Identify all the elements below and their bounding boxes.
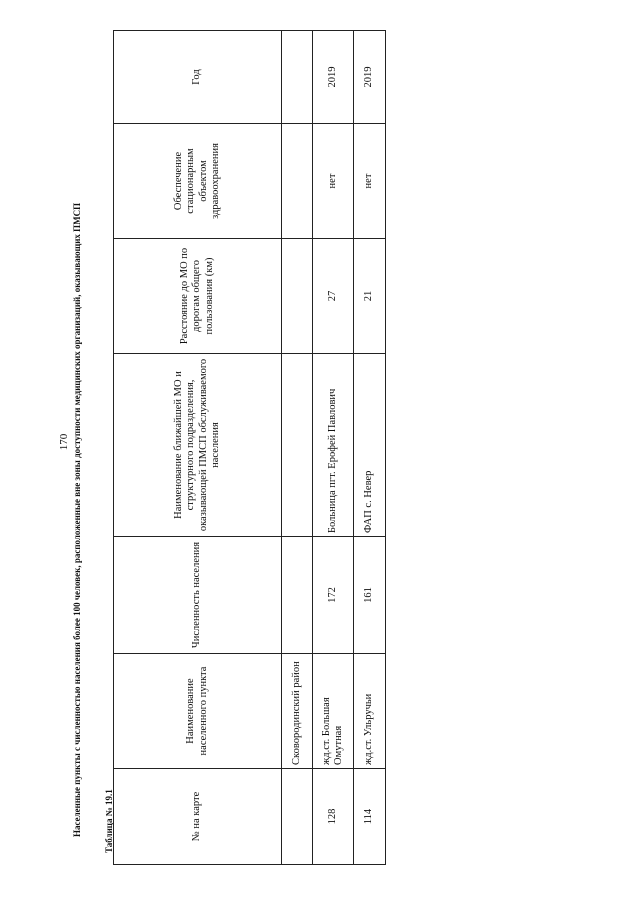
table-label: Таблица № 19.1 — [104, 789, 114, 853]
population-cell: 161 — [354, 537, 386, 654]
district-name: Сковородинский район — [282, 654, 313, 769]
year-cell: 2019 — [313, 31, 354, 124]
stationary-cell: нет — [313, 124, 354, 239]
header-settlement: Наименование населенного пункта — [114, 654, 282, 769]
table-cell — [282, 769, 313, 865]
population-cell: 172 — [313, 537, 354, 654]
map-number-cell: 128 — [313, 769, 354, 865]
document-title: Населенные пункты с численностью населения более 100 человек, расположенные вне зоны доступности медицинских организаций, оказывающих ПМСП — [72, 202, 82, 837]
settlements-table — [113, 30, 386, 865]
table-cell — [282, 537, 313, 654]
header-population: Численность населения — [114, 537, 282, 654]
header-year: Год — [114, 31, 282, 124]
nearest-mo-cell: ФАП с. Невер — [354, 354, 386, 537]
distance-cell: 21 — [354, 239, 386, 354]
table-cell — [282, 239, 313, 354]
header-distance: Расстояние до МО по дорогам общего пользования (км) — [114, 239, 282, 354]
page-number: 170 — [58, 433, 70, 451]
settlement-cell: жд.ст. Ульручьи — [354, 654, 386, 769]
header-nearest-mo: Наименование ближайшей МО и структурного подразделения, оказывающей ПМСП обслуживаемого населения — [114, 354, 282, 537]
table-header-row — [114, 31, 282, 865]
table-row — [313, 31, 354, 865]
table-cell — [282, 31, 313, 124]
settlement-cell: жд.ст. Большая Омутная — [313, 654, 354, 769]
map-number-cell: 114 — [354, 769, 386, 865]
table-row — [354, 31, 386, 865]
nearest-mo-cell: Больница пгт. Ерофей Павлович — [313, 354, 354, 537]
district-row — [282, 31, 313, 865]
header-map-number: № на карте — [114, 769, 282, 865]
distance-cell: 27 — [313, 239, 354, 354]
table-cell — [282, 124, 313, 239]
stationary-cell: нет — [354, 124, 386, 239]
year-cell: 2019 — [354, 31, 386, 124]
header-stationary: Обеспечение стационарным объектом здравоохранения — [114, 124, 282, 239]
table-cell — [282, 354, 313, 537]
